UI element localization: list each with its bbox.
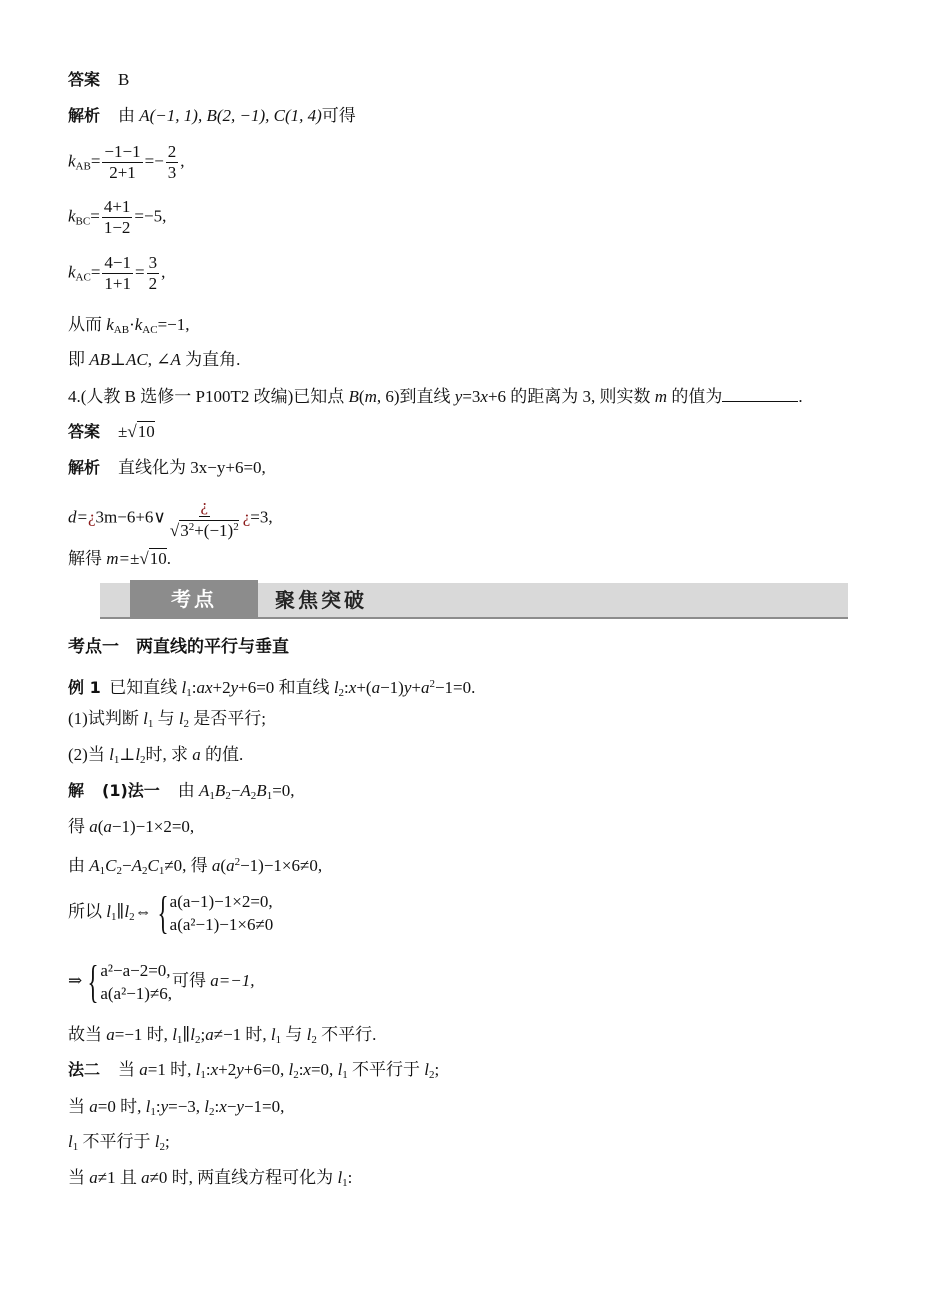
kbc-fraction	[102, 197, 133, 238]
kac-tail: ,	[161, 262, 166, 282]
solve-m: m=±	[106, 549, 140, 568]
kbc-num: 4+1	[103, 197, 131, 216]
q4-text-b: 到直线	[399, 387, 451, 406]
example-text-b: 和直线	[278, 678, 330, 697]
q4-text-c: 的距离为 3, 则实数	[510, 387, 651, 406]
concl-pre: 故当	[68, 1025, 102, 1044]
kab-sub: AB	[75, 160, 91, 173]
analysis-line	[68, 105, 356, 127]
example-p2-end: 时, 求	[145, 745, 189, 764]
method2-case2-result: $l_1$ 不平行于 $l_2$;	[68, 1132, 170, 1153]
kac-num: 4−1	[104, 253, 132, 272]
kac-den: 1+1	[104, 274, 132, 293]
system-2	[82, 956, 173, 1008]
perp-mid: 为直角.	[185, 350, 241, 369]
distance-den-a: 3	[180, 521, 189, 540]
q4-text-d: 的值为	[671, 387, 723, 406]
kbc-sub: BC	[75, 215, 91, 228]
method2-case2: 当 a=0 时, $l_1:y=-3$, $l_2:x-y-1=0$,	[68, 1097, 285, 1118]
example-label: 例 1	[68, 678, 101, 697]
analysis4-line	[68, 457, 266, 479]
banner-tag: 考点	[171, 587, 217, 611]
solve-rad: 10	[149, 549, 167, 568]
distance-fraction	[168, 496, 241, 541]
step3-line: 所以 $l_1\parallel l_2\Leftrightarrow$ { a(a−1)−1×2=0, a(a²−1)−1×6≠0	[68, 887, 274, 939]
answer-line	[68, 69, 129, 91]
kab-line: $k_{AB}=$ $\frac{-1-1}{2+1}$ =− $\frac{2}{3}$ ,	[68, 142, 185, 182]
example-text-a: 已知直线	[109, 678, 178, 697]
kab-sign: −	[154, 151, 164, 171]
kac-fraction	[102, 253, 133, 294]
kab-res-num: 2	[167, 142, 177, 161]
m5-mid: 且	[119, 1168, 137, 1187]
kab-den: 2+1	[109, 163, 136, 182]
example-p1-end: 是否平行;	[193, 709, 267, 728]
product-tail: =−1,	[157, 315, 190, 334]
analysis-intro-post: 可得	[321, 106, 356, 125]
method2-label: 法二	[68, 1060, 101, 1079]
concl-mid3: 与	[285, 1025, 303, 1044]
kab-res-den: 3	[167, 163, 177, 182]
m3-mid: 时,	[120, 1097, 142, 1116]
analysis4-pre: 直线化为	[118, 458, 187, 477]
example-part1: (1)试判断 $l_1$ 与 $l_2$ 是否平行;	[68, 709, 267, 730]
q4-source: (人教 B 选修一 P100T2 改编)	[80, 387, 294, 406]
sys2-post: 可得	[172, 971, 207, 990]
q4-end: .	[798, 387, 803, 406]
m5-pre: 当	[68, 1168, 85, 1187]
m1-pre: 由	[177, 781, 195, 800]
m3-pre: 当	[68, 1097, 85, 1116]
answer-value: B	[118, 70, 130, 89]
kab-fraction	[102, 142, 142, 183]
step2-mid: , 得	[182, 856, 208, 875]
kac-res-num: 3	[148, 253, 158, 272]
m2-tail: 不平行于	[352, 1060, 421, 1079]
m4-text: 不平行于	[82, 1132, 151, 1151]
conclusion-line: 故当 a=−1 时, $l_1\parallel l_2;a\ne-1$ 时, $l_1$ 与 $l_2$ 不平行.	[68, 1025, 377, 1046]
analysis4-eq: 3x−y+6=0,	[190, 458, 266, 477]
solution-label: 解	[68, 781, 85, 800]
step2-line: 由 $A_1C_2-A_2C_1\ne 0$, 得 $a(a^2-1)-1\times 6\ne 0$,	[68, 856, 323, 877]
answer4-radicand: 10	[137, 422, 155, 441]
sqrt-icon-3: √10	[139, 549, 167, 568]
step2-pre: 由	[68, 856, 85, 875]
banner-title: 聚焦突破	[275, 588, 367, 612]
example-line: 例 1 已知直线 $l_1:ax+2y+6=0$ 和直线 $l_2:x+(a-1)y+a^2-1=0$.	[68, 678, 476, 699]
analysis-intro: 由	[118, 106, 136, 125]
q4-number: 4.	[68, 387, 81, 406]
section-title: 考点一 两直线的平行与垂直	[68, 637, 289, 657]
concl-mid2: 时,	[245, 1025, 267, 1044]
kab-result	[166, 142, 179, 183]
kab-tail: ,	[180, 151, 185, 171]
sqrt-icon: √10	[127, 422, 155, 441]
m2-pre: 当	[118, 1060, 136, 1079]
product-pre: 从而	[68, 315, 102, 334]
sys1-row1: a(a−1)−1×2=0,	[169, 892, 273, 912]
sys1-row2: a(a²−1)−1×6≠0	[169, 915, 274, 935]
solve-line	[68, 548, 171, 570]
perp-pre: 即	[68, 350, 85, 369]
kac-result	[147, 253, 160, 294]
step1-line: 得 a(a−1)−1×2=0,	[68, 817, 195, 836]
distance-den-b: +(−1)	[194, 521, 234, 540]
example-p2: (2)当	[68, 745, 105, 764]
concl-end: 不平行.	[321, 1025, 377, 1044]
solution-method1: 解 (1)法一 由 $A_1B_2-A_2B_1=0$,	[68, 781, 295, 802]
example-p1: (1)试判断	[68, 709, 139, 728]
product-line: 从而 $k_{AB}\cdot k_{AC}=-1$,	[68, 315, 190, 336]
glyph-2: ¿	[200, 496, 209, 515]
system-1	[152, 887, 274, 939]
analysis-points: A(−1, 1), B(2, −1), C(1, 4)	[139, 106, 322, 125]
answer4-value: ±	[118, 422, 128, 441]
sys2-row2: a(a²−1)≠6,	[100, 984, 173, 1004]
q4-text-a: 已知点	[293, 387, 345, 406]
question-4: 4.(人教 B 选修一 P100T2 改编)已知点 B(m, 6)到直线 y=3x+6 的距离为 3, 则实数 m 的值为 .	[68, 387, 803, 406]
brace-icon: {	[87, 956, 99, 1008]
example-p1-mid: 与	[157, 709, 175, 728]
analysis-label: 解析	[68, 106, 101, 125]
glyph-1: ¿	[87, 507, 96, 527]
distance-line	[68, 496, 273, 541]
perp-line: 即 AB⊥AC, ∠A 为直角.	[68, 350, 241, 369]
kab-num: −1−1	[104, 142, 141, 161]
example-p2-tail: 的值.	[205, 745, 244, 764]
step3-pre: 所以	[68, 902, 102, 921]
answer4-label: 答案	[68, 422, 101, 441]
m5-end: 时, 两直线方程可化为	[171, 1168, 334, 1187]
step1-pre: 得	[68, 817, 85, 836]
method2-line: 法二 当 a=1 时, $l_1:x+2y+6=0$, $l_2:x=0$, $l_1$ 不平行于 $l_2$;	[68, 1060, 440, 1081]
solve-pre: 解得	[68, 549, 102, 568]
distance-tail: =3,	[250, 507, 273, 527]
step4-line: ⇒ { a²−a−2=0, a(a²−1)≠6, 可得 a=−1,	[68, 956, 255, 1008]
kbc-line: $k_{BC}=$ $\frac{4+1}{1-2}$ =−5,	[68, 197, 167, 237]
sys2-result: a=−1,	[210, 971, 255, 990]
kac-sub: AC	[75, 271, 91, 284]
solve-tail: .	[166, 549, 171, 568]
sqrt-icon-2: $√3^2+(-1)^2$	[169, 521, 239, 540]
answer4-line	[68, 421, 155, 443]
method2-case3: 当 a≠1 且 a≠0 时, 两直线方程可化为 $l_1$:	[68, 1168, 353, 1189]
distance-pre: d=	[68, 507, 88, 527]
answer-label: 答案	[68, 70, 101, 89]
concl-mid1: 时,	[146, 1025, 168, 1044]
sys2-row1: a²−a−2=0,	[100, 961, 171, 981]
kbc-tail: =−5,	[134, 206, 167, 226]
m2-mid: 时,	[170, 1060, 192, 1079]
method1-label: (1)法一	[102, 781, 160, 800]
distance-num: 3m−6+6∨	[95, 507, 166, 527]
kac-line: $k_{AC}=$ $\frac{4-1}{1+1}$ = $\frac{3}{2}$ ,	[68, 253, 166, 293]
example-part2: (2)当 $l_1\perp l_2$时, 求 a 的值.	[68, 745, 244, 766]
analysis4-label: 解析	[68, 458, 101, 477]
glyph-3: ¿	[242, 507, 251, 527]
answer-blank[interactable]	[722, 387, 798, 402]
section-banner	[100, 580, 850, 620]
kbc-den: 1−2	[103, 218, 131, 237]
brace-icon: {	[157, 887, 169, 939]
kac-res-den: 2	[148, 274, 158, 293]
